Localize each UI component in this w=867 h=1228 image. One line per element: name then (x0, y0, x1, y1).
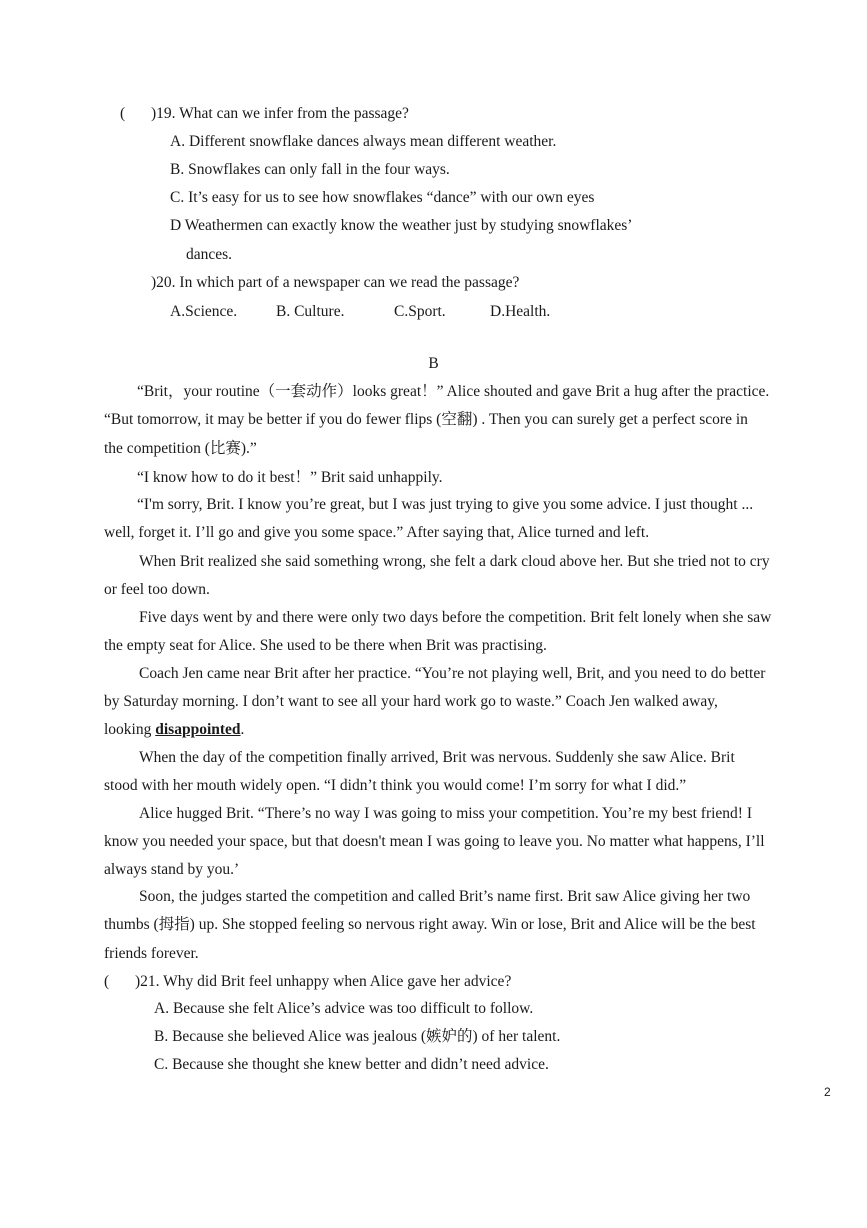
page-number: 2 (824, 1085, 831, 1099)
passage-line: thumbs (拇指) up. She stopped feeling so nervous right away. Win or lose, Brit and Alice will be the best (104, 916, 756, 933)
passage-line: “Brit，your routine（一套动作）looks great！” Alice shouted and gave Brit a hug after the practice. (137, 383, 770, 400)
looking-suffix: . (240, 721, 245, 738)
passage-line: When the day of the competition finally arrived, Brit was nervous. Suddenly she saw Alice. Brit (139, 749, 735, 766)
q20-option-d: D.Health. (490, 303, 551, 320)
passage-line: “But tomorrow, it may be better if you do fewer flips (空翻) . Then you can surely get a perfect score in (104, 411, 748, 428)
passage-line: well, forget it. I’ll go and give you some space.” After saying that, Alice turned and left. (104, 524, 650, 541)
passage-line: Five days went by and there were only two days before the competition. Brit felt lonely when she saw (139, 609, 772, 626)
passage-line: stood with her mouth widely open. “I didn’t think you would come! I’m sorry for what I did.” (104, 777, 687, 794)
q19-option-a: A. Different snowflake dances always mean different weather. (170, 133, 557, 150)
passage-line: Soon, the judges started the competition and called Brit’s name first. Brit saw Alice giving her two (139, 888, 751, 905)
passage-line: “I'm sorry, Brit. I know you’re great, but I was just trying to give you some advice. I just thought ... (137, 496, 754, 513)
passage-line: by Saturday morning. I don’t want to see all your hard work go to waste.” Coach Jen walked away, (104, 693, 718, 710)
q20-option-a: A.Science. (170, 303, 238, 320)
passage-line: “I know how to do it best！” Brit said unhappily. (137, 469, 443, 486)
q21-bracket: ( (104, 973, 110, 990)
section-b-heading: B (428, 355, 439, 372)
q21-stem: )21. Why did Brit feel unhappy when Alice gave her advice? (135, 973, 512, 990)
q19-stem: )19. What can we infer from the passage? (151, 105, 409, 122)
passage-line: know you needed your space, but that doesn't mean I was going to leave you. No matter what happens, I’ll (104, 833, 765, 850)
passage-line: the competition (比赛).” (104, 440, 257, 457)
passage-line: always stand by you.’ (104, 861, 240, 878)
q21-option-b: B. Because she believed Alice was jealous (嫉妒的) of her talent. (154, 1028, 561, 1045)
q21-option-a: A. Because she felt Alice’s advice was too difficult to follow. (154, 1000, 534, 1017)
passage-line: the empty seat for Alice. She used to be there when Brit was practising. (104, 637, 547, 654)
passage-line: Alice hugged Brit. “There’s no way I was going to miss your competition. You’re my best friend! I (139, 805, 752, 822)
q20-option-b: B. Culture. (276, 303, 345, 320)
passage-line-looking (104, 720, 244, 740)
q20-stem: )20. In which part of a newspaper can we read the passage? (151, 274, 520, 291)
passage-line: or feel too down. (104, 581, 210, 598)
q19-option-b: B. Snowflakes can only fall in the four ways. (170, 161, 450, 178)
q20-option-c: C.Sport. (394, 303, 446, 320)
looking-prefix: looking (104, 721, 156, 738)
passage-line: Coach Jen came near Brit after her practice. “You’re not playing well, Brit, and you need to do better (139, 665, 766, 682)
passage-line: friends forever. (104, 945, 199, 962)
q19-option-c: C. It’s easy for us to see how snowflakes “dance” with our own eyes (170, 189, 595, 206)
q19-option-d: D Weathermen can exactly know the weather just by studying snowflakes’ (170, 217, 633, 234)
passage-line: When Brit realized she said something wrong, she felt a dark cloud above her. But she tried not to cry (139, 553, 770, 570)
q19-option-d-cont: dances. (186, 246, 233, 263)
q21-option-c: C. Because she thought she knew better and didn’t need advice. (154, 1056, 549, 1073)
q19-bracket: ( (120, 105, 126, 122)
underlined-word: disappointed (155, 721, 241, 738)
